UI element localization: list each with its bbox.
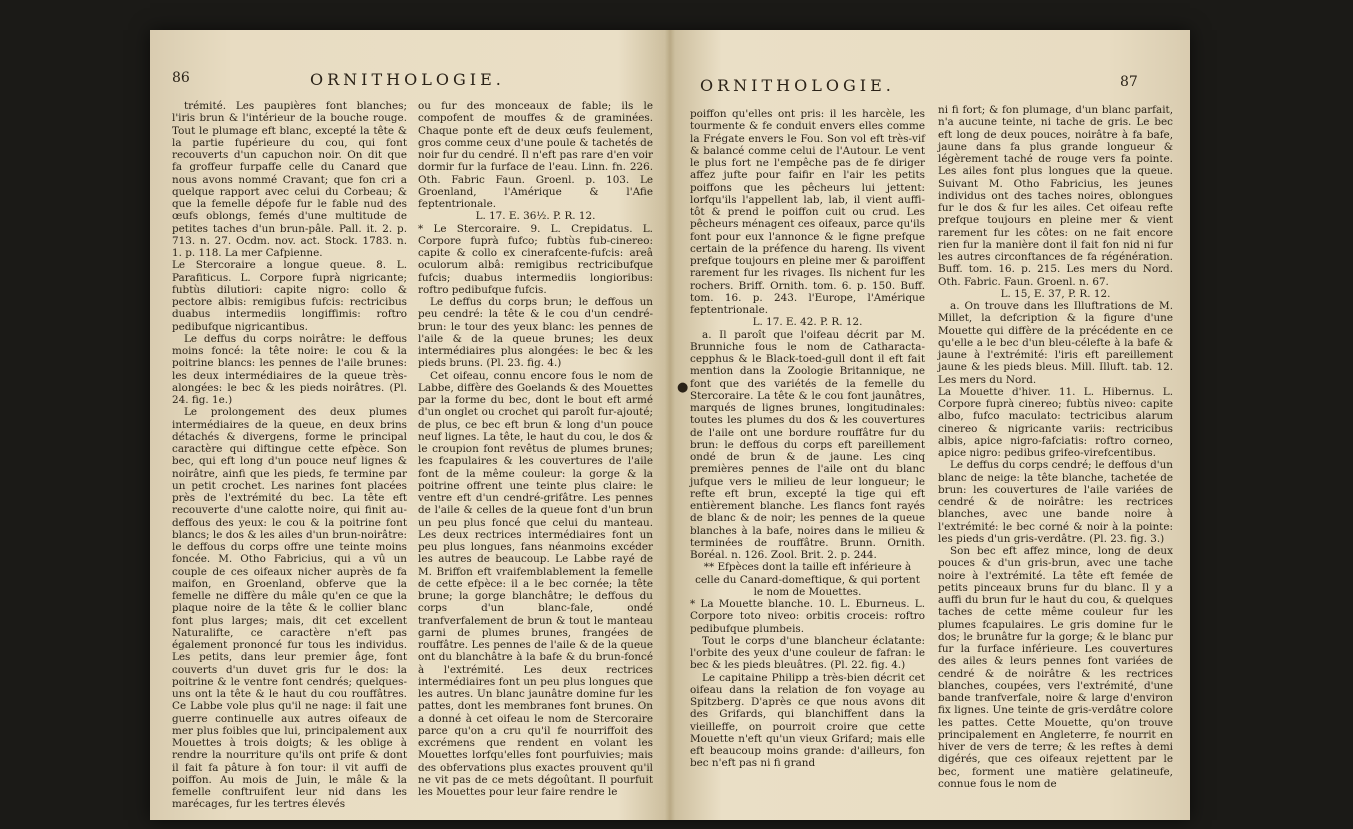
running-head: ORNITHOLOGIE. <box>310 70 505 89</box>
left-page <box>150 30 670 820</box>
paragraph: Le prolongement des deux plumes intermédiaires de la queue, en deux brins détachés & divergens, forme le principal caractère qui diftingue cette efpèce. Son bec, qui eft long d'un pouce neuf lignes & noirâtre, ainfi que les pieds, fe termine par un petit crochet. Les narines font placées près de l'extrémité du bec. La tête eft recouverte d'une calotte noire, qui finit au-deffous des yeux: le cou & la poitrine font blancs; le dos & les ailes d'un brun-noirâtre: le deffous du corps offre une teinte moins foncée. M. Otho Fabricius, qui a vû un couple de ces oifeaux nicher auprès de fa maifon, en Groenland, obferve que la femelle ne diffère du mâle qu'en ce que la plaque noire de la tête & le collier blanc font plus larges; mais, dit cet excellent Naturalifte, ce caractère n'eft pas également prononcé fur tous les individus. Les petits, dans leur premier âge, font couverts d'un duvet gris fur le dos: la poitrine & le ventre font cendrés; quelques-uns ont la tête & le haut du cou rouffâtres. Ce Labbe vole plus qu'il ne nage: il fait une guerre continuelle aux autres oifeaux de mer plus foibles que lui, principalement aux Mouettes à trois doigts; & les oblige à rendre la nourriture qu'ils ont prife & dont il fait fa pâture à fon tour: il vit auffi de poiffon. Au mois de Juin, le mâle & la femelle conftruifent leur nid dans les marécages, fur les tertres élevés <box>172 406 407 811</box>
paragraph: trémité. Les paupières font blanches; l'iris brun & l'intérieur de la bouche rouge. Tout le plumage eft blanc, excepté la tête & la partie fupérieure du cou, qui font recouverts d'un capuchon noir. On dit que fa groffeur furpaffe celle du Canard que nous avons nommé Cravant; que fon cri a quelque rapport avec celui du Corbeau; & que la femelle dépofe fur le fable nud des œufs oblongs, femés d'une multitude de petites taches d'un brun-pâle. Pall. it. 2. p. 713. n. 27. Ocdm. nov. act. Stock. 1783. n. 1. p. 118. La mer Cafpienne. <box>172 100 407 259</box>
measurements: L. 15, E. 37, P. R. 12. <box>1000 287 1111 300</box>
paragraph: Le deffus du corps brun; le deffous un peu cendré: la tête & le cou d'un cendré-brun: le tour des yeux blanc: les pennes de l'aile & de la queue brunes; les deux intermédiaires plus alongées: le bec & les pieds bruns. (Pl. 23. fig. 4.) <box>418 296 653 370</box>
paragraph: poiffon qu'elles ont pris: il les harcèle, les tourmente & fe conduit envers elles comme la Frégate envers le Fou. Son vol eft très-vif & balancé comme celui de l'Autour. Le vent le plus fort ne l'empêche pas de fe diriger affez jufte pour faifir en l'air les petits poiffons que les pêcheurs lui jettent: lorfqu'ils l'appellent lab, lab, il vient auffi-tôt & prend le poiffon cuit ou crud. Les pêcheurs ménagent ces oifeaux, parce qu'ils font pour eux l'annonce & le figne prefque certain de la préfence du hareng. Ils vivent prefque toujours en pleine mer & paroiffent rarement fur les rivages. Ils nichent fur les rochers. Briff. Ornith. tom. 6. p. 150. Buff. tom. 16. p. 243. l'Europe, l'Amérique feptentrionale. <box>690 108 925 316</box>
book-spread <box>150 30 1190 820</box>
text-column <box>172 100 407 811</box>
text-column <box>938 104 1173 790</box>
species-entry: * Le Stercoraire. 9. L. Crepidatus. L. Corpore fuprà fufco; fubtùs fub-cinereo: capite & collo ex cinerafcente-fufcis: areâ oculorum albâ: remigibus rectricibufque fufcis; duabus intermediis longioribus: roftro pedibufque fufcis. <box>418 222 653 296</box>
paragraph: a. Il paroît que l'oifeau décrit par M. Brunniche fous le nom de Catharacta-cepphus & le Black-toed-gull dont il eft fait mention dans la Zoologie Britannique, ne font que des variétés de la femelle du Stercoraire. La tête & le cou font jaunâtres, marqués de lignes brunes, longitudinales: toutes les plumes du dos & les couvertures de l'aile ont une bordure rouffâtre fur du brun: le deffous du corps eft pareillement ondé de brun & de jaune. Les cinq premières pennes de l'aile ont du blanc jufque vers le milieu de leur longueur; le refte eft brun, excepté la tige qui eft entièrement blanche. Les flancs font rayés de blanc & de noir; les pennes de la queue blanches à la bafe, noires dans le milieu & terminées de rouffâtre. Brunn. Ornith. Boréal. n. 126. Zool. Brit. 2. p. 244. <box>690 328 925 561</box>
paragraph: Le deffus du corps cendré; le deffous d'un blanc de neige: la tête blanche, tachetée de brun: les couvertures de l'aile variées de cendré & de noirâtre: les rectrices blanches, avec une bande noire à l'extrémité: le bec corné & noir à la pointe: les pieds d'un gris-verdâtre. (Pl. 23. fig. 3.) <box>938 459 1173 545</box>
margin-mark-icon: ● <box>677 380 689 395</box>
page-number: 86 <box>172 70 190 86</box>
paragraph: Son bec eft affez mince, long de deux pouces & d'un gris-brun, avec une tache noire à l'extrémité. La tête eft femée de petits pinceaux bruns fur du blanc. Il y a auffi du brun fur le haut du cou, & quelques taches de cette même couleur fur les plumes fcapulaires. Le gris domine fur le dos; le brunâtre fur la gorge; & le blanc pur fur la furface inférieure. Les couvertures des ailes & leurs pennes font variées de cendré & de noirâtre & les rectrices blanches, coupées, vers l'extrémité, d'une bande tranfverfale, noire & large d'environ fix lignes. Une teinte de gris-verdâtre colore les pattes. Cette Mouette, qu'on trouve principalement en Angleterre, fe nourrit en hiver de vers de terre; & les reftes à demi digérés, que ces oifeaux rejettent par le bec, forment une matière gelatineufe, connue fous le nom de <box>938 545 1173 790</box>
paragraph: ou fur des monceaux de fable; ils le compofent de mouffes & de graminées. Chaque ponte eft de deux œufs feulement, gros comme ceux d'une poule & tachetés de noir fur du cendré. Il n'eft pas rare d'en voir dormir fur la furface de l'eau. Linn. fn. 226. Oth. Fabric Faun. Groenl. p. 103. Le Groenland, l'Amérique & l'Afie feptentrionale. <box>418 100 653 210</box>
paragraph: Le capitaine Philipp a très-bien décrit cet oifeau dans la relation de fon voyage au Spitzberg. D'après ce que nous avons dit des Grifards, qui blanchiffent dans la vieilleffe, on pourroit croire que cette Mouette n'eft qu'un vieux Grifard; mais elle eft beaucoup moins grande: d'ailleurs, fon bec n'eft pas ni fi grand <box>690 671 925 770</box>
measurements: L. 17. E. 42. P. R. 12. <box>752 316 863 329</box>
paragraph: a. On trouve dans les Illuftrations de M. Millet, la defcription & la figure d'une Mouette qui diffère de la précédente en ce qu'elle a le bec d'un bleu-célefte à la bafe & jaune à l'extrémité: l'iris eft pareillement jaune & les pieds bleus. Mill. Illuft. tab. 12. Les mers du Nord. <box>938 300 1173 386</box>
measurements: L. 17. E. 36½. P. R. 12. <box>475 210 596 223</box>
species-entry: * La Mouette blanche. 10. L. Eburneus. L. Corpore toto niveo: orbitis croceis: roftro pedibufque plumbeis. <box>690 598 925 635</box>
text-column <box>418 100 653 798</box>
species-entry: Le Stercoraire a longue queue. 8. L. Parafiticus. L. Corpore fuprà nigricante; fubtùs dilutiori: capite nigro: collo & pectore albis: remigibus fufcis: rectricibus duabus intermediis longiffimis: roftro pedibufque nigricantibus. <box>172 259 407 333</box>
paragraph: Tout le corps d'une blancheur éclatante: l'orbite des yeux d'une couleur de fafran: le bec & les pieds bleuâtres. (Pl. 22. fig. 4.) <box>690 634 925 672</box>
paragraph: ni fi fort; & fon plumage, d'un blanc parfait, n'a aucune teinte, ni tache de gris. Le bec eft long de deux pouces, noirâtre à fa bafe, jaune dans fa plus grande longueur & légèrement taché de rouge vers fa pointe. Les ailes font plus longues que la queue. Suivant M. Otho Fabricius, les jeunes individus ont des taches noires, oblongues fur le dos & fur les ailes. Cet oifeau refte prefque toujours en pleine mer & vient rarement fur les côtes: on ne fait encore rien fur la manière dont il fait fon nid ni fur les autres circonftances de fa régénération. Buff. tom. 16. p. 215. Les mers du Nord. Oth. Fabric. Faun. Groenl. n. 67. <box>938 104 1173 288</box>
page-number: 87 <box>1120 74 1138 90</box>
paragraph: Le deffus du corps noirâtre: le deffous moins foncé: la tête noire: le cou & la poitrine blancs: les pennes de l'aile brunes: les deux intermédiaires de la queue très-alongées: le bec & les pieds noirâtres. (Pl. 24. fig. 1e.) <box>172 332 407 406</box>
running-head: ORNITHOLOGIE. <box>700 76 895 95</box>
paragraph: Cet oifeau, connu encore fous le nom de Labbe, diffère des Goelands & des Mouettes par la forme du bec, dont le bout eft armé d'un onglet ou crochet qui paroît fur-ajouté; de plus, ce bec eft brun & long d'un pouce neuf lignes. La tête, le haut du cou, le dos & le croupion font revêtus de plumes brunes; les fcapulaires & les couvertures de l'aile font de la même couleur: la gorge & la poitrine offrent une teinte plus claire: le ventre eft d'un cendré-grifâtre. Les pennes de l'aile & celles de la queue font d'un brun un peu plus foncé que celui du manteau. Les deux rectrices intermédiaires font un peu plus longues, fans néanmoins excéder les autres de beaucoup. Le Labbe rayé de M. Briffon eft vraifemblablement la femelle de cette efpèce: il a le bec cornée; la tête brune; la gorge blanchâtre; le deffous du corps d'un blanc-fale, ondé tranfverfalement de brun & tout le manteau garni de plumes brunes, frangées de rouffâtre. Les pennes de l'aile & de la queue ont du blanchâtre à la bafe & du brun-foncé à l'extrémité. Les deux rectrices intermédiaires font un peu plus longues que les autres. Un blanc jaunâtre domine fur les pattes, dont les membranes font brunes. On a donné à cet oifeau le nom de Stercoraire parce qu'on a cru qu'il fe nourriffoit des excrémens que rendent en volant les Mouettes lorfqu'elles font pourfuivies; mais des obfervations plus exactes prouvent qu'il ne vit pas de ce mets dégoûtant. Il pourfuit les Mouettes pour leur faire rendre le <box>418 369 653 798</box>
right-page <box>670 30 1190 820</box>
section-heading: ** Efpèces dont la taille eft inférieure à celle du Canard-domeftique, & qui portent le nom de Mouettes. <box>695 561 920 598</box>
species-entry: La Mouette d'hiver. 11. L. Hibernus. L. Corpore fuprà cinereo; fubtùs niveo: capite albo, fufco maculato: tectricibus alarum cinereo & nigricante variis: rectricibus albis, apice nigro-fafciatis: roftro corneo, apice nigro: pedibus grifeo-virefcentibus. <box>938 385 1173 459</box>
text-column <box>690 108 925 770</box>
